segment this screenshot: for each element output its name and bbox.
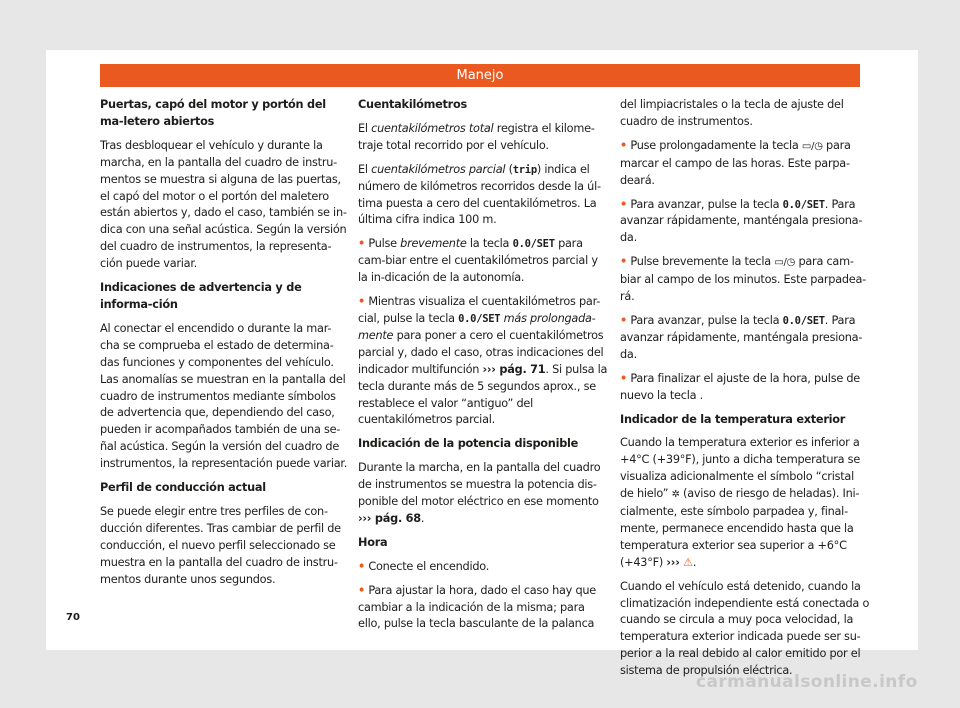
bullet-icon: • — [620, 197, 627, 211]
paragraph-doors: Tras desbloquear el vehículo y durante la marcha, en la pantalla del cuadro de instru-mentos se muestra si alguna de las puertas, el capó del motor o el portón del maletero están abiertos y, dado el caso, también se in-dica con una señal acústica. Según la versión del cuadro de instrumentos, la representa-ción puede variar. — [100, 138, 347, 271]
display-clock-key-icon: ▭/◷ — [801, 140, 823, 152]
bullet-icon: • — [620, 138, 627, 152]
bullet-mark-hours: • Puse prolongadamente la tecla ▭/◷ para marcar el campo de las horas. Este parpa-deará. — [620, 138, 851, 187]
warning-triangle-icon: ⚠ — [682, 555, 693, 569]
bullet-icon: • — [358, 295, 365, 309]
heading-power: Indicación de la potencia disponible — [358, 437, 579, 451]
heading-odometer: Cuentakilómetros — [358, 98, 467, 111]
page-reference-link[interactable]: ››› pág. 68 — [358, 511, 421, 525]
bullet-icon: • — [620, 255, 627, 269]
bullet-set-time: • Para ajustar la hora, dado el caso hay que cambiar a la indicación de la misma; para ello, pulse la tecla basculante de la palanca — [358, 583, 596, 631]
bullet-icon: • — [358, 237, 365, 251]
heading-warnings: Indicaciones de advertencia y de informa-ción — [100, 281, 302, 311]
paragraph-continuation: del limpiacristales o la tecla de ajuste del cuadro de instrumentos. — [620, 98, 844, 128]
trip-label: trip — [512, 163, 537, 176]
section-header: Manejo — [100, 64, 860, 87]
paragraph-temperature-note: Cuando el vehículo está detenido, cuando la climatización independiente está conectada o cuando se circula a muy poca velocidad, la temperatura exterior indicada puede ser su-perior a la real debido al calor emitido por el sistema de propulsión eléctrica. — [620, 579, 870, 678]
bullet-minutes: • Pulse brevemente la tecla ▭/◷ para cam-biar al campo de los minutos. Este parpadea-rá. — [620, 255, 866, 304]
bullet-icon: • — [620, 371, 627, 385]
page-reference-link[interactable]: ››› pág. 71 — [482, 362, 546, 376]
heading-doors: Puertas, capó del motor y portón del ma-letero abiertos — [100, 98, 326, 128]
set-key-label: 0.0/SET — [782, 198, 825, 211]
ice-crystal-icon: ✲ — [671, 489, 680, 501]
set-key-label: 0.0/SET — [458, 312, 501, 325]
bullet-icon: • — [620, 313, 627, 327]
paragraph-power: Durante la marcha, en la pantalla del cuadro de instrumentos se muestra la potencia dis-ponible del motor eléctrico en ese momento ››› pág. 68. — [358, 461, 601, 525]
bullet-advance-minutes: • Para avanzar, pulse la tecla 0.0/SET. Para avanzar rápidamente, manténgala presiona-da. — [620, 313, 863, 361]
paragraph-driving-profile: Se puede elegir entre tres perfiles de con-ducción diferentes. Tras cambiar de perfil de conducción, el nuevo perfil seleccionado se muestra en la pantalla del cuadro de instru-mentos durante unos segundos. — [100, 504, 341, 586]
watermark: carmanualsonline.info — [696, 672, 918, 692]
bullet-finish: • Para finalizar el ajuste de la hora, pulse de nuevo la tecla . — [620, 371, 860, 402]
paragraph-warnings: Al conectar el encendido o durante la mar-cha se comprueba el estado de determina-das funciones y componentes del vehículo. Las anomalías se muestran en la pantalla del cuadro de instrumentos mediante símbolos de advertencia que, dependiendo del caso, pueden ir acompañados también de una se-ñal acústica. Según la versión del cuadro de instrumentos, la representación puede variar. — [100, 321, 348, 471]
column-3 — [620, 97, 870, 680]
paragraph-odometer-total: El cuentakilómetros total registra el kilome-traje total recorrido por el vehículo. — [358, 121, 595, 152]
warning-reference-link[interactable]: ››› — [666, 555, 680, 569]
heading-temperature: Indicador de la temperatura exterior — [620, 412, 846, 426]
bullet-icon: • — [358, 583, 365, 597]
column-2 — [358, 97, 608, 633]
heading-time: Hora — [358, 535, 388, 549]
column-1 — [100, 97, 350, 588]
set-key-label: 0.0/SET — [512, 238, 555, 251]
bullet-ignition: • Conecte el encendido. — [358, 559, 490, 573]
set-key-label: 0.0/SET — [782, 314, 825, 327]
bullet-long-press: • Mientras visualiza el cuentakilómetros par-cial, pulse la tecla 0.0/SET más prolongada-mente para poner a cero el cuentakilómetros parcial y, dado el caso, otras indicaciones del indicador multifunción ››› pág. 71. Si pulsa la tecla durante más de 5 segundos aprox., se restablece el valor “antiguo” del cuentakilómetros parcial. — [358, 295, 608, 427]
display-clock-key-icon: ▭/◷ — [774, 257, 796, 269]
bullet-icon: • — [358, 559, 365, 573]
bullet-advance-hours: • Para avanzar, pulse la tecla 0.0/SET. Para avanzar rápidamente, manténgala presiona-da. — [620, 197, 863, 245]
paragraph-odometer-trip: El cuentakilómetros parcial (trip) indica el número de kilómetros recorridos desde la úl-tima puesta a cero del cuentakilómetros. La última cifra indica 100 m. — [358, 162, 601, 227]
heading-driving-profile: Perfil de conducción actual — [100, 481, 266, 495]
page-number: 70 — [66, 612, 80, 623]
paragraph-temperature: Cuando la temperatura exterior es inferior a +4°C (+39°F), junto a dicha temperatura se visualiza adicionalmente el símbolo “cristal de hielo” ✲ (aviso de riesgo de heladas). Ini-cialmente, este símbolo parpadea y, final-mente, permanece encendido hasta que la temperatura exterior sea superior a +6°C (+43°F) ››› ⚠. — [620, 436, 861, 569]
bullet-short-press: • Pulse brevemente la tecla 0.0/SET para cam-biar entre el cuentakilómetros parcial y la in-dicación de la autonomía. — [358, 237, 598, 285]
